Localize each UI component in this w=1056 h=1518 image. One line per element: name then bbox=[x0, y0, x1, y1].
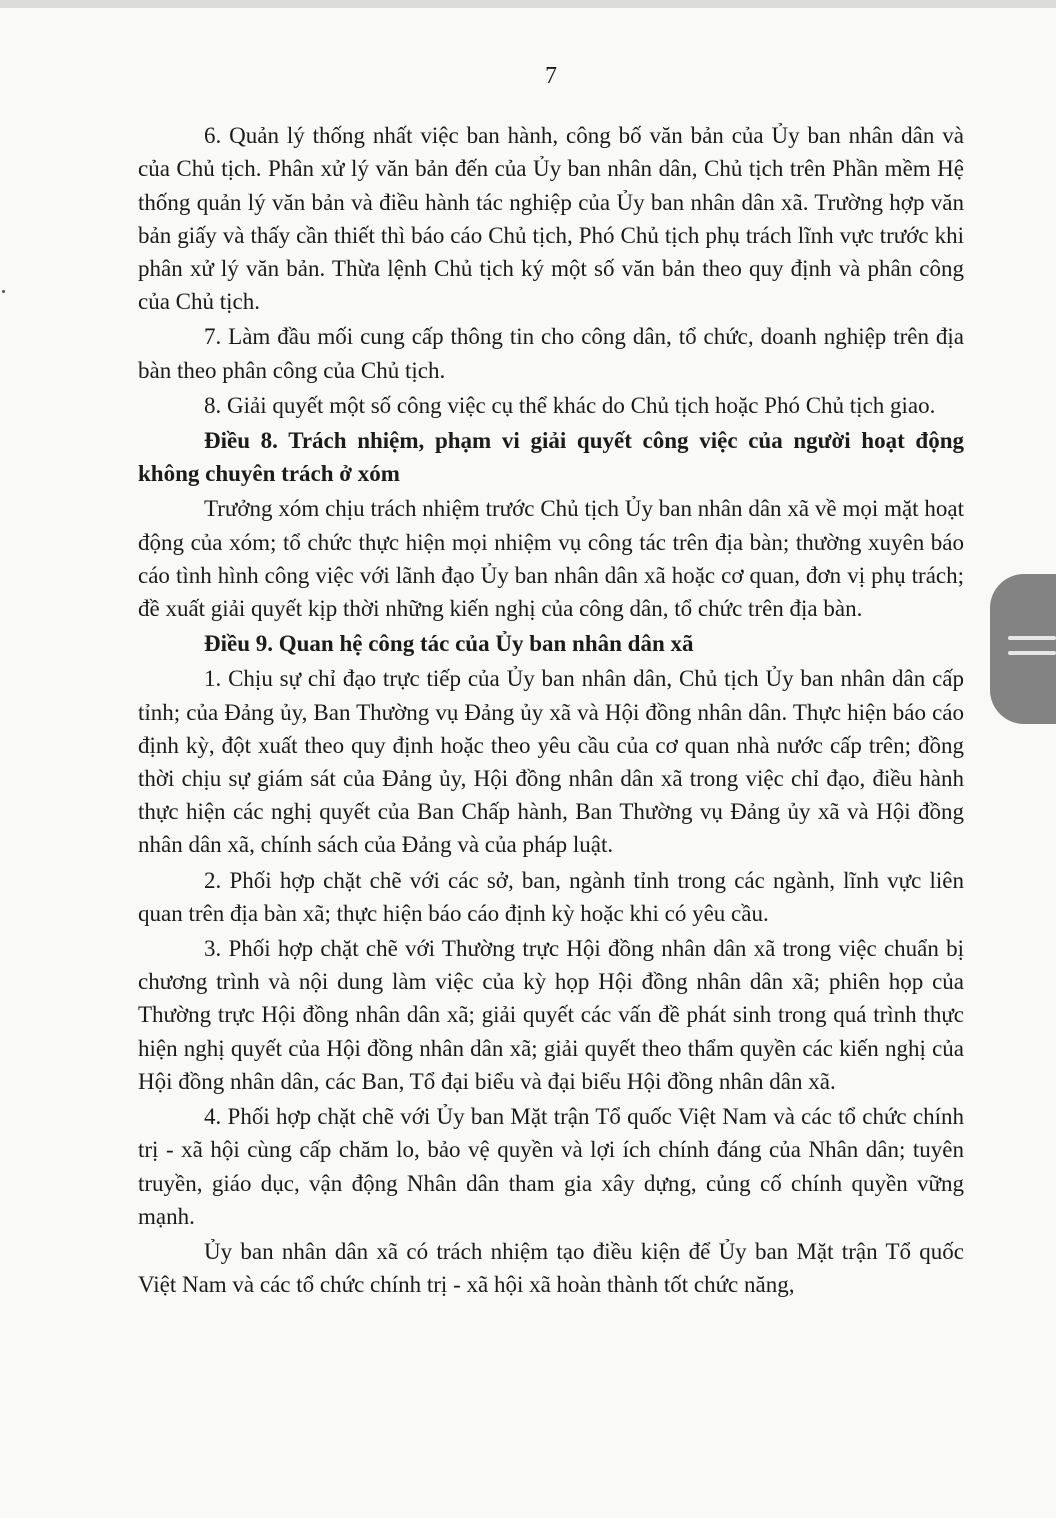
article-9-item-3: 3. Phối hợp chặt chẽ với Thường trực Hội đồng nhân dân xã trong việc chuẩn bị chương trình và nội dung làm việc của kỳ họp Hội đồng nhân dân xã; phiên họp của Thường trực Hội đồng nhân dân xã; giải quyết các vấn đề phát sinh trong quá trình thực hiện nghị quyết của Hội đồng nhân dân xã; giải quyết theo thẩm quyền các kiến nghị của Hội đồng nhân dân, các Ban, Tổ đại biểu và đại biểu Hội đồng nhân dân xã. bbox=[138, 936, 964, 1094]
scroll-handle[interactable] bbox=[990, 574, 1056, 724]
paragraph-item-6: 6. Quản lý thống nhất việc ban hành, công bố văn bản của Ủy ban nhân dân và của Chủ tịch. Phân xử lý văn bản đến của Ủy ban nhân dân, Chủ tịch trên Phần mềm Hệ thống quản lý văn bản và điều hành tác nghiệp của Ủy ban nhân dân xã. Trường hợp văn bản giấy và thấy cần thiết thì báo cáo Chủ tịch, Phó Chủ tịch phụ trách lĩnh vực trước khi phân xử lý văn bản. Thừa lệnh Chủ tịch ký một số văn bản theo quy định và phân công của Chủ tịch. bbox=[138, 123, 964, 315]
article-8-body: Trưởng xóm chịu trách nhiệm trước Chủ tịch Ủy ban nhân dân xã về mọi mặt hoạt động của xóm; tổ chức thực hiện mọi nhiệm vụ công tác trên địa bàn; thường xuyên báo cáo tình hình công việc với lãnh đạo Ủy ban nhân dân xã hoặc cơ quan, đơn vị phụ trách; đề xuất giải quyết kịp thời những kiến nghị của công dân, tổ chức trên địa bàn. bbox=[138, 496, 964, 622]
margin-dot bbox=[2, 290, 5, 293]
article-8-heading: Điều 8. Trách nhiệm, phạm vi giải quyết công việc của người hoạt động không chuyên trách ở xóm bbox=[138, 428, 964, 487]
grip-lines-icon bbox=[1008, 636, 1056, 640]
article-9-item-1: 1. Chịu sự chỉ đạo trực tiếp của Ủy ban nhân dân, Chủ tịch Ủy ban nhân dân cấp tỉnh; của Đảng ủy, Ban Thường vụ Đảng ủy xã và Hội đồng nhân dân. Thực hiện báo cáo định kỳ, đột xuất theo quy định hoặc theo yêu cầu của cơ quan nhà nước cấp trên; đồng thời chịu sự giám sát của Đảng ủy, Hội đồng nhân dân xã trong việc chỉ đạo, điều hành thực hiện các nghị quyết của Ban Chấp hành, Ban Thường vụ Đảng ủy xã và Hội đồng nhân dân xã, chính sách của Đảng và của pháp luật. bbox=[138, 666, 964, 858]
document-page bbox=[0, 8, 1056, 1518]
article-9-item-2: 2. Phối hợp chặt chẽ với các sở, ban, ngành tỉnh trong các ngành, lĩnh vực liên quan trên địa bàn xã; thực hiện báo cáo định kỳ hoặc khi có yêu cầu. bbox=[138, 867, 964, 926]
paragraph-item-8: 8. Giải quyết một số công việc cụ thể khác do Chủ tịch hoặc Phó Chủ tịch giao. bbox=[204, 392, 936, 418]
article-9-heading: Điều 9. Quan hệ công tác của Ủy ban nhân dân xã bbox=[204, 631, 694, 657]
grip-lines-icon bbox=[1008, 651, 1056, 655]
page-number: 7 bbox=[545, 63, 557, 89]
paragraph-item-7: 7. Làm đầu mối cung cấp thông tin cho công dân, tổ chức, doanh nghiệp trên địa bàn theo phân công của Chủ tịch. bbox=[138, 324, 964, 383]
article-9-item-4: 4. Phối hợp chặt chẽ với Ủy ban Mặt trận Tổ quốc Việt Nam và các tổ chức chính trị - xã hội cùng cấp chăm lo, bảo vệ quyền và lợi ích chính đáng của Nhân dân; tuyên truyền, giáo dục, vận động Nhân dân tham gia xây dựng, củng cố chính quyền vững mạnh. bbox=[138, 1104, 964, 1229]
article-9-closing: Ủy ban nhân dân xã có trách nhiệm tạo điều kiện để Ủy ban Mặt trận Tổ quốc Việt Nam và các tổ chức chính trị - xã hội xã hoàn thành tốt chức năng, bbox=[138, 1238, 964, 1298]
